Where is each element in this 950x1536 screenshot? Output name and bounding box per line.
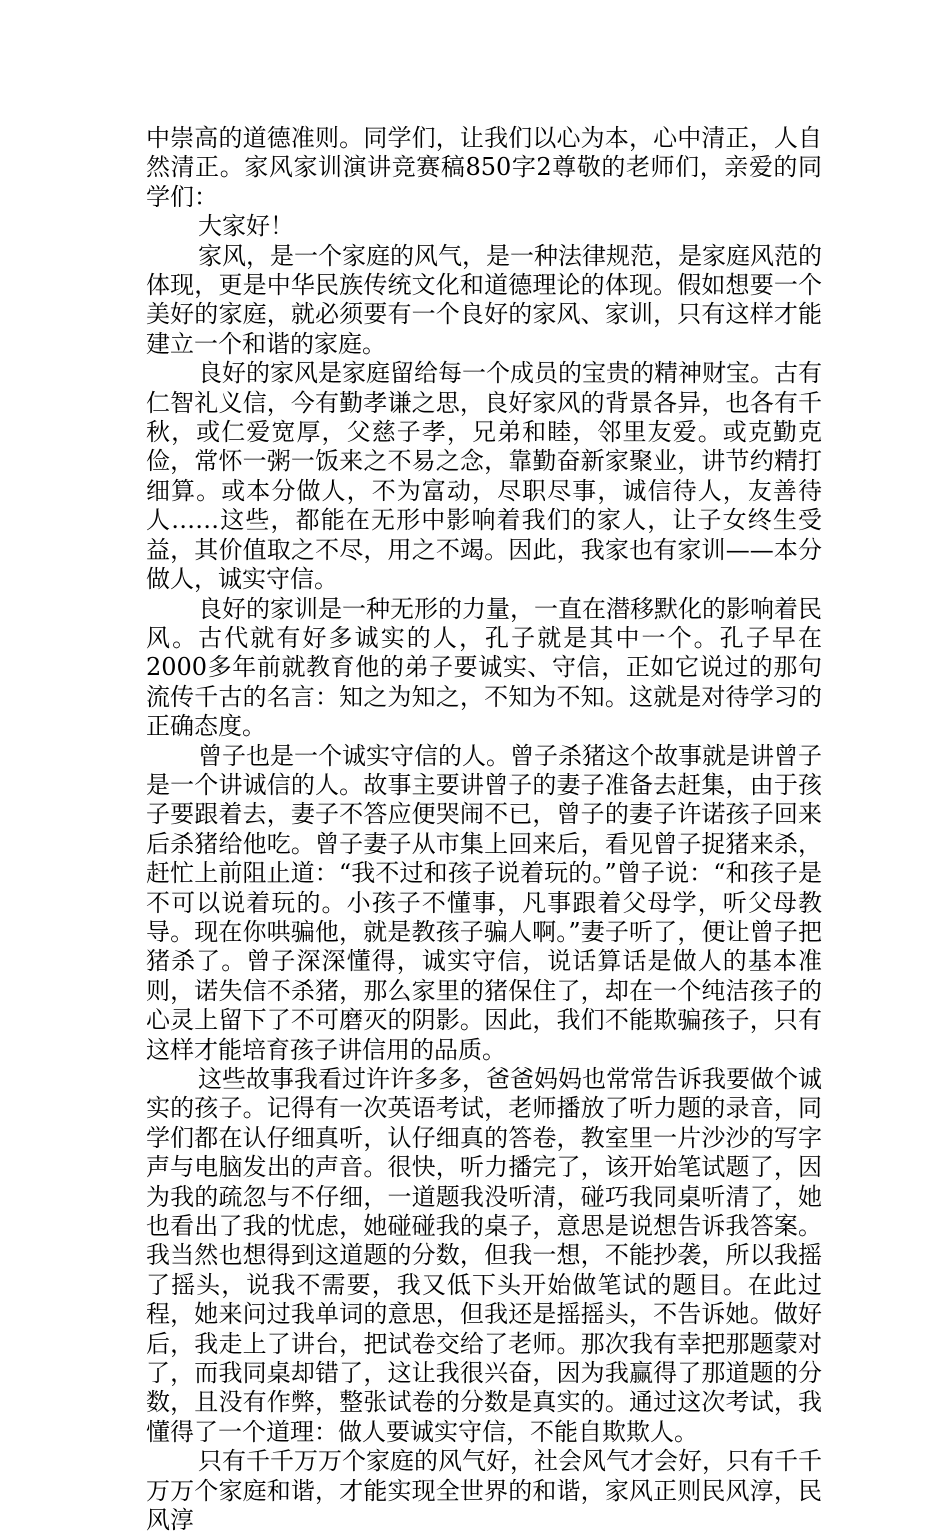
paragraph-2: 大家好！: [198, 212, 294, 241]
paragraph-6: 曾子也是一个诚实守信的人。曾子杀猪这个故事就是讲曾子是一个讲诚信的人。故事主要讲曾子的妻子准备去赶集，由于孩子要跟着去，妻子不答应便哭闹不已，曾子的妻子许诺孩子回来后杀猪给他吃。曾子妻子从市集上回来后，看见曾子捉猪来杀，赶忙上前阻止道：“我不过和孩子说着玩的。”曾子说：“和孩子是不可以说着玩的。小孩子不懂事，凡事跟着父母学，听父母教导。现在你哄骗他，就是教孩子骗人啊。”妻子听了，便让曾子把猪杀了。曾子深深懂得，诚实守信，说话算话是做人的基本准则，诺失信不杀猪，那么家里的猪保住了，却在一个纯洁孩子的心灵上留下了不可磨灭的阴影。因此，我们不能欺骗孩子，只有这样才能培育孩子讲信用的品质。: [146, 741, 822, 1064]
paragraph-8: 只有千千万万个家庭的风气好，社会风气才会好，只有千千万万个家庭和谐，才能实现全世界的和谐，家风正则民风淳，民风淳: [146, 1447, 822, 1535]
paragraph-4: 良好的家风是家庭留给每一个成员的宝贵的精神财宝。古有仁智礼义信，今有勤孝谦之思，良好家风的背景各异，也各有千秋，或仁爱宽厚，父慈子孝，兄弟和睦，邻里友爱。或克勤克俭，常怀一粥一饭来之不易之念，靠勤奋新家聚业，讲节约精打细算。或本分做人，不为富动，尽职尽事，诚信待人，友善待人……这些，都能在无形中影响着我们的家人，让子女终生受益，其价值取之不尽，用之不竭。因此，我家也有家训——本分做人，诚实守信。: [146, 359, 822, 594]
document-body: [146, 124, 822, 1536]
paragraph-5: 良好的家训是一种无形的力量，一直在潜移默化的影响着民风。古代就有好多诚实的人，孔子就是其中一个。孔子早在2000多年前就教育他的弟子要诚实、守信，正如它说过的那句流传千古的名言：知之为知之，不知为不知。这就是对待学习的正确态度。: [146, 594, 822, 741]
paragraph-3: 家风，是一个家庭的风气，是一种法律规范，是家庭风范的体现，更是中华民族传统文化和道德理论的体现。假如想要一个美好的家庭，就必须要有一个良好的家风、家训，只有这样才能建立一个和谐的家庭。: [146, 241, 822, 358]
paragraph-1: 中崇高的道德准则。同学们，让我们以心为本，心中清正，人自然清正。家风家训演讲竞赛稿850字2尊敬的老师们，亲爱的同学们：: [146, 124, 822, 211]
paragraph-7: 这些故事我看过许许多多，爸爸妈妈也常常告诉我要做个诚实的孩子。记得有一次英语考试，老师播放了听力题的录音，同学们都在认仔细真听，认仔细真的答卷，教室里一片沙沙的写字声与电脑发出的声音。很快，听力播完了，该开始笔试题了，因为我的疏忽与不仔细，一道题我没听清，碰巧我同桌听清了，她也看出了我的忧虑，她碰碰我的桌子，意思是说想告诉我答案。我当然也想得到这道题的分数，但我一想，不能抄袭，所以我摇了摇头，说我不需要，我又低下头开始做笔试的题目。在此过程，她来问过我单词的意思，但我还是摇摇头，不告诉她。做好后，我走上了讲台，把试卷交给了老师。那次我有幸把那题蒙对了，而我同桌却错了，这让我很兴奋，因为我赢得了那道题的分数，且没有作弊，整张试卷的分数是真实的。通过这次考试，我懂得了一个道理：做人要诚实守信，不能自欺欺人。: [146, 1065, 822, 1446]
